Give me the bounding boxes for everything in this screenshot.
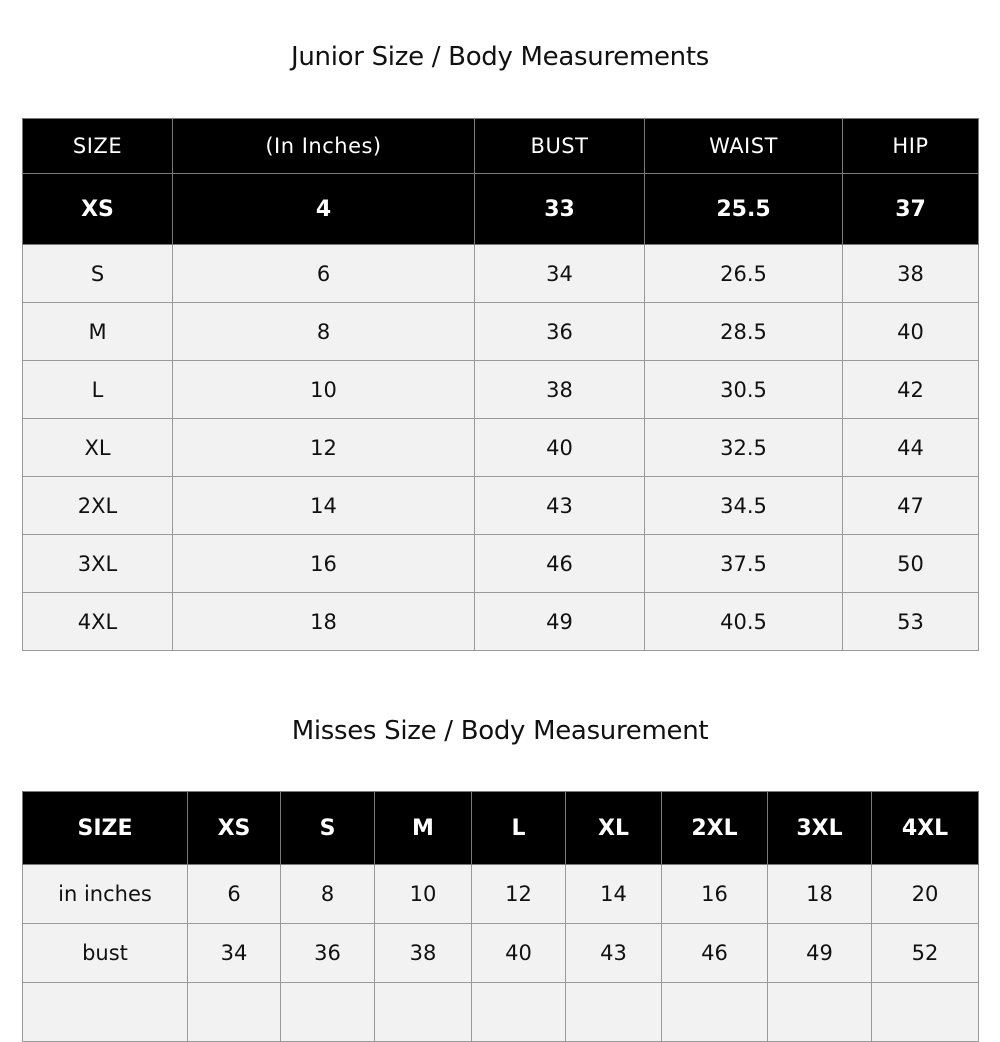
junior-header-cell: WAIST (645, 119, 843, 174)
misses-size-table (22, 791, 979, 1042)
misses-table-title: Misses Size / Body Measurement (291, 716, 709, 746)
misses-cell: 14 (566, 865, 662, 924)
junior-cell: 32.5 (645, 419, 843, 477)
junior-header-cell: BUST (475, 119, 645, 174)
junior-cell: 33 (475, 174, 645, 245)
misses-header-cell: 2XL (662, 792, 768, 865)
junior-cell: 34.5 (645, 477, 843, 535)
misses-header-cell: L (472, 792, 566, 865)
misses-cell: 16 (662, 865, 768, 924)
junior-cell: 10 (173, 361, 475, 419)
misses-cell: bust (23, 924, 188, 983)
junior-highlight-row (23, 174, 979, 245)
junior-cell: 46 (475, 535, 645, 593)
junior-cell: 43 (475, 477, 645, 535)
junior-cell: XL (23, 419, 173, 477)
junior-cell: 4XL (23, 593, 173, 651)
table-row (23, 865, 979, 924)
misses-cell: 52 (872, 924, 979, 983)
junior-cell: M (23, 303, 173, 361)
junior-cell: 6 (173, 245, 475, 303)
misses-cell: 12 (472, 865, 566, 924)
misses-header-row (23, 792, 979, 865)
junior-cell: 14 (173, 477, 475, 535)
junior-cell: 37.5 (645, 535, 843, 593)
misses-cell: in inches (23, 865, 188, 924)
junior-cell: 37 (843, 174, 979, 245)
misses-cell (281, 983, 375, 1042)
junior-table-title: Junior Size / Body Measurements (290, 42, 709, 72)
misses-header-cell: 3XL (768, 792, 872, 865)
misses-header-cell: 4XL (872, 792, 979, 865)
junior-header-row (23, 119, 979, 174)
misses-cell: 40 (472, 924, 566, 983)
table-row (23, 924, 979, 983)
junior-cell: L (23, 361, 173, 419)
table-row (23, 535, 979, 593)
junior-header-cell: (In Inches) (173, 119, 475, 174)
junior-cell: 42 (843, 361, 979, 419)
junior-cell: 16 (173, 535, 475, 593)
misses-cell: 10 (375, 865, 472, 924)
misses-header-cell: M (375, 792, 472, 865)
junior-cell: XS (23, 174, 173, 245)
junior-cell: 4 (173, 174, 475, 245)
table-row (23, 245, 979, 303)
junior-header-cell: SIZE (23, 119, 173, 174)
junior-cell: 50 (843, 535, 979, 593)
junior-cell: 30.5 (645, 361, 843, 419)
table-row (23, 303, 979, 361)
junior-cell: 38 (843, 245, 979, 303)
misses-cell: 6 (188, 865, 281, 924)
junior-cell: 25.5 (645, 174, 843, 245)
misses-cell: 34 (188, 924, 281, 983)
junior-cell: 53 (843, 593, 979, 651)
misses-cell: 8 (281, 865, 375, 924)
junior-cell: 49 (475, 593, 645, 651)
table-row (23, 419, 979, 477)
table-row (23, 477, 979, 535)
misses-cell: 38 (375, 924, 472, 983)
junior-cell: 26.5 (645, 245, 843, 303)
table-row (23, 361, 979, 419)
junior-cell: 44 (843, 419, 979, 477)
misses-header-cell: S (281, 792, 375, 865)
junior-cell: 47 (843, 477, 979, 535)
junior-cell: 40.5 (645, 593, 843, 651)
table-row (23, 593, 979, 651)
junior-cell: 18 (173, 593, 475, 651)
junior-cell: 40 (475, 419, 645, 477)
junior-cell: 28.5 (645, 303, 843, 361)
misses-header-cell: XL (566, 792, 662, 865)
misses-cell (472, 983, 566, 1042)
junior-cell: 38 (475, 361, 645, 419)
junior-cell: 36 (475, 303, 645, 361)
table-row (23, 983, 979, 1042)
misses-header-cell: XS (188, 792, 281, 865)
junior-cell: 8 (173, 303, 475, 361)
junior-cell: 12 (173, 419, 475, 477)
misses-cell: 20 (872, 865, 979, 924)
junior-size-table (22, 118, 979, 651)
misses-header-cell: SIZE (23, 792, 188, 865)
misses-cell (566, 983, 662, 1042)
misses-cell (375, 983, 472, 1042)
junior-cell: 3XL (23, 535, 173, 593)
junior-cell: 34 (475, 245, 645, 303)
misses-cell: 49 (768, 924, 872, 983)
misses-cell (872, 983, 979, 1042)
misses-cell (768, 983, 872, 1042)
junior-cell: 2XL (23, 477, 173, 535)
misses-cell: 43 (566, 924, 662, 983)
misses-cell: 46 (662, 924, 768, 983)
junior-cell: 40 (843, 303, 979, 361)
misses-cell (662, 983, 768, 1042)
misses-cell (23, 983, 188, 1042)
misses-cell: 36 (281, 924, 375, 983)
junior-cell: S (23, 245, 173, 303)
misses-cell: 18 (768, 865, 872, 924)
misses-cell (188, 983, 281, 1042)
junior-header-cell: HIP (843, 119, 979, 174)
